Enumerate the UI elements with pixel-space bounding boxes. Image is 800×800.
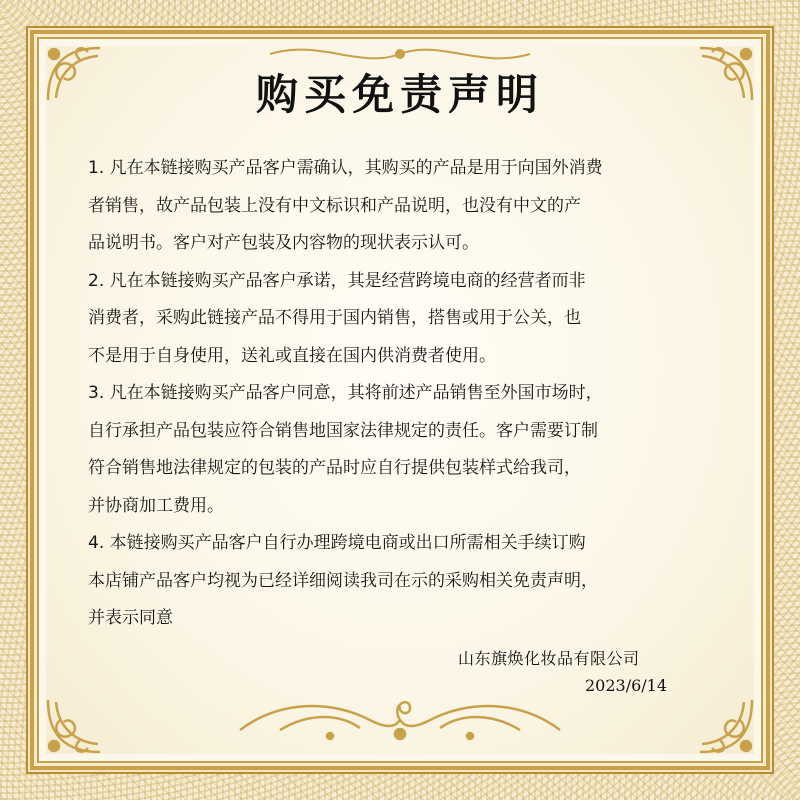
- corner-flourish-icon: [40, 670, 130, 760]
- disclaimer-body: [88, 150, 728, 638]
- issue-date: 2023/6/14: [585, 676, 668, 695]
- text-line: 并协商加工费用。: [88, 495, 224, 516]
- text-line: 3. 凡在本链接购买产品客户同意，其将前述产品销售至外国市场时，: [88, 383, 603, 403]
- bottom-scroll-ornament-icon: [220, 690, 580, 750]
- text-line: 1. 凡在本链接购买产品客户需确认，其购买的产品是用于向国外消费: [88, 158, 603, 178]
- text-line: 者销售，故产品包装上没有中文标识和产品说明，也没有中文的产: [88, 195, 581, 216]
- text-line: 2. 凡在本链接购买产品客户承诺，其是经营跨境电商的经营者而非: [88, 270, 586, 291]
- corner-flourish-icon: [670, 670, 760, 760]
- text-line: 消费者，采购此链接产品不得用于国内销售，搭售或用于公关，也: [88, 308, 581, 328]
- page-title: 购买免责声明: [255, 70, 544, 119]
- paragraph-2: [88, 263, 728, 376]
- company-name: 山东旗焕化妆品有限公司: [458, 649, 640, 668]
- text-line: 自行承担产品包装应符合销售地国家法律规定的责任。客户需要订制: [88, 420, 598, 441]
- paragraph-4: [88, 525, 728, 638]
- text-line: 4. 本链接购买产品客户自行办理跨境电商或出口所需相关手续订购: [88, 533, 586, 553]
- text-line: 不是用于自身使用，送礼或直接在国内供消费者使用。: [88, 345, 496, 366]
- text-line: 并表示同意: [88, 608, 173, 628]
- text-line: 本店铺产品客户均视为已经详细阅读我司在示的采购相关免责声明，: [88, 570, 598, 591]
- paragraph-3: [88, 375, 728, 525]
- text-line: 品说明书。客户对产包装及内容物的现状表示认可。: [88, 233, 479, 253]
- text-line: 符合销售地法律规定的包装的产品时应自行提供包装样式给我司，: [88, 458, 581, 478]
- paragraph-1: [88, 150, 728, 263]
